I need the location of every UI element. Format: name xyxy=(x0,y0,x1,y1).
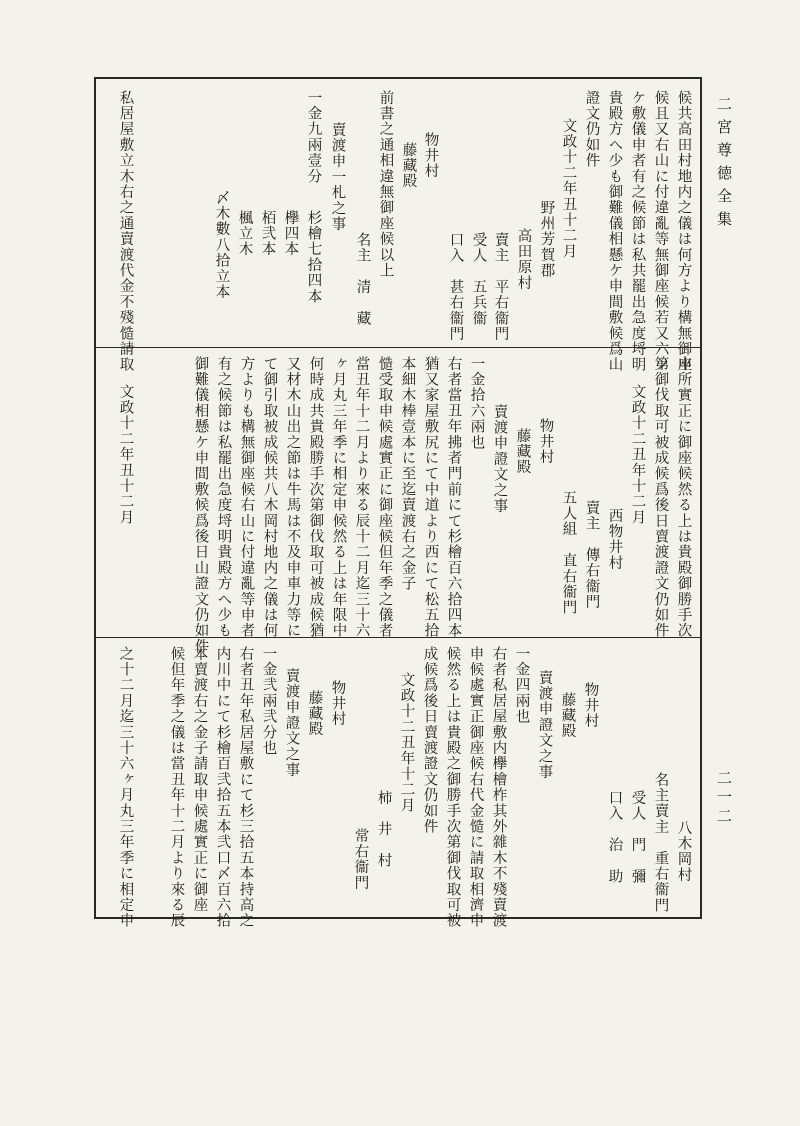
signatory-line: 名主賣主 重右衞門 xyxy=(652,772,669,914)
deed-title: 賣渡申證文之事 xyxy=(491,404,508,514)
item-line: 〆木數八拾立本 xyxy=(213,190,230,300)
text-column: ヶ月丸三年季に相定申候然る上は年限中 xyxy=(330,356,347,639)
item-line: 楓立木 xyxy=(236,210,253,258)
text-column: 前書之通相違無御座候以上 xyxy=(377,90,394,279)
text-column: 第御伐取可被成候爲後日賣渡證文仍如件 xyxy=(652,356,669,639)
deed-title: 賣渡申證文之事 xyxy=(283,668,300,778)
text-column: 有之候節は私罷出急度埒明貴殿方へ少も xyxy=(215,356,232,639)
amount-line: 一金四兩也 xyxy=(513,646,530,725)
village-line: 高田原村 xyxy=(515,228,532,291)
text-column: ケ敷儀申者有之候節は私共罷出急度埒明 xyxy=(629,90,646,373)
village-line: 柿 井 村 xyxy=(375,790,392,869)
addressee-village: 物井村 xyxy=(537,418,554,466)
signatory-line: 口入 治 助 xyxy=(606,790,623,885)
date-line: 文政十二丑年十二月 xyxy=(629,384,646,526)
signatory-line: 受人 五兵衞 xyxy=(470,232,487,327)
deed-title: 賣渡申證文之事 xyxy=(536,670,553,780)
text-column: 申所實正に御座候然る上は貴殿御勝手次 xyxy=(675,356,692,639)
signatory-line: 常右衞門 xyxy=(352,828,369,891)
signatory-line: 五人組 直右衞門 xyxy=(560,490,577,616)
text-column: 何時成共貴殿勝手次第御伐取可被成候猶 xyxy=(307,356,324,639)
section-divider-lower xyxy=(94,637,702,638)
text-column: 本賣渡右之金子請取申候處實正に御座 xyxy=(191,646,208,913)
signatory-line: 賣主 傳右衞門 xyxy=(583,500,600,610)
text-column: 私居屋敷立木右之通賣渡代金不殘慥請取 xyxy=(117,90,134,373)
addressee-name: 藤藏殿 xyxy=(306,690,323,738)
place-line: 野州芳賀郡 xyxy=(538,200,555,279)
item-line: 杉檜七拾四本 xyxy=(305,210,322,305)
signatory-line: 口入 甚右衞門 xyxy=(447,232,464,342)
amount-line: 一金弐兩弐分也 xyxy=(260,646,277,756)
text-column: 候但年季之儀は當丑年十二月より來る辰 xyxy=(168,646,185,929)
deed-title: 賣渡申一札之事 xyxy=(329,122,346,232)
text-column: 内川中にて杉檜百弐拾五本弐口〆百六拾 xyxy=(214,646,231,929)
text-column: 方よりも構無御座候右山に付違亂等申者 xyxy=(238,356,255,639)
date-line: 文政十二年丑十二月 xyxy=(560,118,577,260)
text-column: 之十二月迄三十六ヶ月丸三年季に相定申 xyxy=(117,646,134,929)
addressee-village: 物井村 xyxy=(582,682,599,730)
text-column: 候且又右山に付違亂等無御座候若又六ツ xyxy=(652,90,669,373)
text-column: 右者當丑年拂者門前にて杉檜百六拾四本 xyxy=(445,356,462,639)
item-line: 栢弐本 xyxy=(259,210,276,258)
text-column: 當丑年十二月より來る辰十二月迄三十六 xyxy=(353,356,370,639)
text-column: 候然る上は貴殿之御勝手次第御伐取可被 xyxy=(444,646,461,929)
signatory-line: 名主 清 藏 xyxy=(354,232,371,327)
text-column: て御引取被成候共八木岡村地内之儀は何 xyxy=(261,356,278,639)
text-column: 本細木棒壹本に至迄賣渡右之金子 xyxy=(399,356,416,592)
amount-line: 一金拾六兩也 xyxy=(468,356,485,451)
addressee-village: 物井村 xyxy=(329,680,346,728)
text-column: 猶又家屋敷尻にて中道より西にて松五拾 xyxy=(422,356,439,639)
signatory-line: 受人 門 彌 xyxy=(629,790,646,885)
addressee-name: 藤藏殿 xyxy=(400,142,417,190)
text-column: 慥受取申候處實正に御座候但年季之儀者 xyxy=(376,356,393,639)
addressee-name: 藤藏殿 xyxy=(514,428,531,476)
addressee-village: 物井村 xyxy=(422,132,439,180)
page-number: 二一二 xyxy=(715,770,733,827)
amount-line: 一金九兩壹分 xyxy=(305,90,322,185)
text-column: 候共高田村地内之儀は何方より構無御座 xyxy=(675,90,692,373)
item-line: 欅四本 xyxy=(282,210,299,258)
addressee-name: 藤藏殿 xyxy=(559,692,576,740)
village-line: 西物井村 xyxy=(606,508,623,571)
text-column: 證文仍如件 xyxy=(583,90,600,169)
village-line: 八木岡村 xyxy=(675,820,692,883)
text-column: 成候爲後日賣渡證文仍如件 xyxy=(421,646,438,835)
signatory-line: 賣主 平右衞門 xyxy=(492,232,509,342)
date-line: 文政十二年丑十二月 xyxy=(117,384,134,526)
text-column: 又材木山出之節は牛馬は不及申車力等に xyxy=(284,356,301,639)
text-column: 申候處實正御座候右代金慥に請取相濟申 xyxy=(467,646,484,929)
date-line: 文政十二丑年十二月 xyxy=(398,672,415,814)
text-column: 貴殿方へ少も御難儀相懸ケ申間敷候爲山 xyxy=(606,90,623,373)
text-column: 右者私居屋敷内欅檜柞其外雜木不殘賣渡 xyxy=(490,646,507,929)
text-column: 御難儀相懸ケ申間敷候爲後日山證文仍如件 xyxy=(192,356,209,655)
book-title: 二宮尊徳全集 xyxy=(715,96,733,234)
text-column: 右者丑年私居屋敷にて杉三拾五本持高之 xyxy=(237,646,254,929)
